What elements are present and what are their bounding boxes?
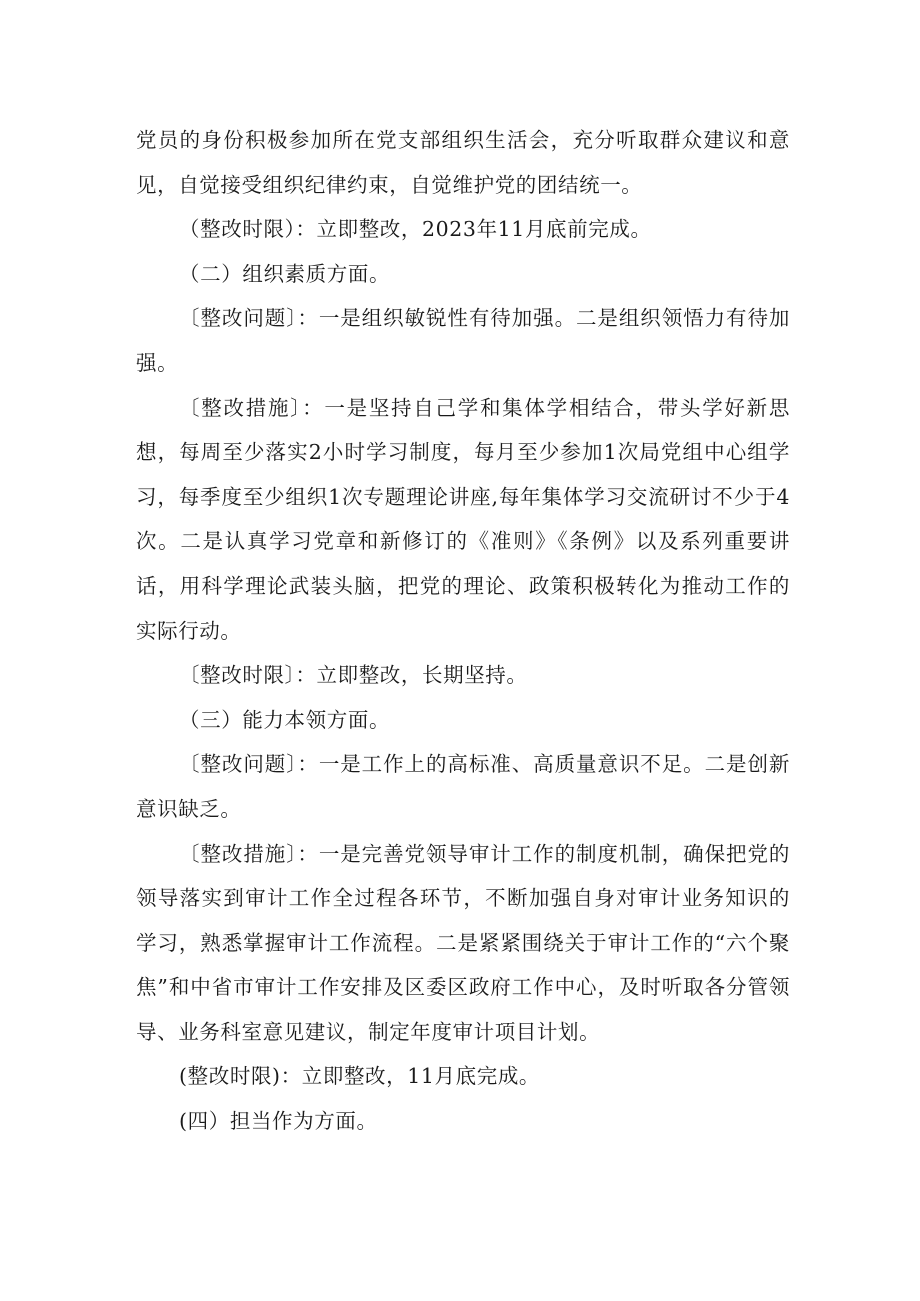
paragraph-8: 〔整改问题〕：一是工作上的高标准、高质量意识不足。二是创新意识缺乏。 [136,752,790,821]
paragraph-3: （二）组织素质方面。 [179,261,391,286]
paragraph-10: (整改时限)：立即整改，11月底完成。 [179,1064,541,1089]
document-page [136,118,790,1144]
paragraph-7: （三）能力本领方面。 [179,707,391,732]
paragraph-11: (四）担当作为方面。 [179,1109,378,1134]
paragraph-1: 党员的身份积极参加所在党支部组织生活会，充分听取群众建议和意见，自觉接受组织纪律约束，自觉维护党的团结统一。 [136,128,790,197]
paragraph-4: 〔整改问题〕：一是组织敏锐性有待加强。二是组织领悟力有待加强。 [136,306,790,375]
paragraph-2: （整改时限）：立即整改，2023年11月底前完成。 [179,217,652,242]
paragraph-6: 〔整改时限〕：立即整改，长期坚持。 [179,663,528,688]
paragraph-5: 〔整改措施〕：一是坚持自己学和集体学相结合，带头学好新思想，每周至少落实2小时学习制度，每月至少参加1次局党组中心组学习，每季度至少组织1次专题理论讲座,每年集体学习交流研讨不少于4次。二是认真学习党章和新修订的《准则》《条例》以及系列重要讲话，用科学理论武装头脑，把党的理论、政策积极转化为推动工作的实际行动。 [136,395,790,643]
paragraph-9: 〔整改措施〕：一是完善党领导审计工作的制度机制，确保把党的领导落实到审计工作全过程各环节，不断加强自身对审计业务知识的学习，熟悉掌握审计工作流程。二是紧紧围绕关于审计工作的“六个聚焦”和中省市审计工作安排及区委区政府工作中心，及时听取各分管领导、业务科室意见建议，制定年度审计项目计划。 [136,841,790,1044]
